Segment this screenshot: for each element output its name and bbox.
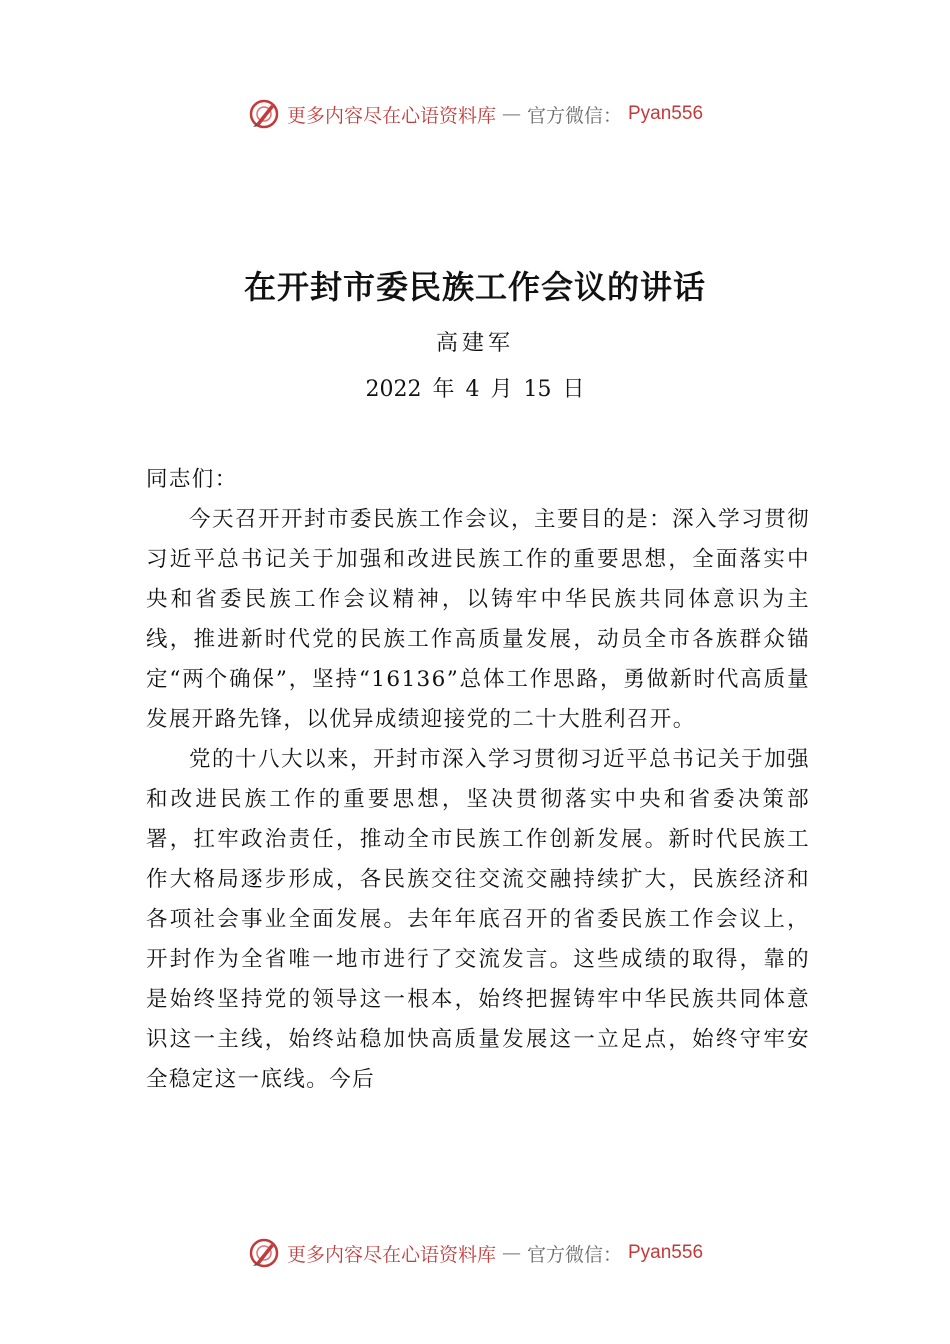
watermark-account: Pyan556 <box>628 1242 704 1263</box>
brush-logo-icon <box>247 97 281 131</box>
brush-logo-icon <box>247 1236 281 1270</box>
paragraph-1: 今天召开开封市委民族工作会议，主要目的是：深入学习贯彻习近平总书记关于加强和改进民族工作的重要思想，全面落实中央和省委民族工作会议精神，以铸牢中华民族共同体意识为主线，推进新时代党的民族工作高质量发展，动员全市各族群众锚定“两个确保”，坚持“16136”总体工作思路，勇做新时代高质量发展开路先锋，以优异成绩迎接党的二十大胜利召开。 <box>146 507 810 732</box>
watermark-separator: — <box>501 1242 521 1264</box>
header-watermark <box>0 94 950 134</box>
document-title: 在开封市委民族工作会议的讲话 <box>243 268 706 306</box>
paragraph-2: 党的十八大以来，开封市深入学习贯彻习近平总书记关于加强和改进民族工作的重要思想，坚决贯彻落实中央和省委决策部署，扛牢政治责任，推动全市民族工作创新发展。新时代民族工作大格局逐步形成，各民族交往交流交融持续扩大，民族经济和各项社会事业全面发展。去年年底召开的省委民族工作会议上，开封作为全省唯一地市进行了交流发言。这些成绩的取得，靠的是始终坚持党的领导这一根本，始终把握铸牢中华民族共同体意识这一主线，始终站稳加快高质量发展这一立足点，始终守牢安全稳定这一底线。今后 <box>146 747 810 1092</box>
document-date: 2022 年 4 月 15 日 <box>365 377 585 402</box>
watermark-brand-text: 更多内容尽在心语资料库 <box>286 104 496 127</box>
watermark-separator: — <box>501 103 521 125</box>
watermark-label: 官方微信： <box>526 104 622 127</box>
footer-watermark <box>0 1233 950 1273</box>
document-author: 高建军 <box>435 331 514 356</box>
salutation: 同志们： <box>146 467 238 492</box>
watermark-label: 官方微信： <box>526 1243 622 1266</box>
document-body <box>146 460 810 1100</box>
watermark-account: Pyan556 <box>628 103 704 124</box>
watermark-brand-text: 更多内容尽在心语资料库 <box>286 1243 496 1266</box>
